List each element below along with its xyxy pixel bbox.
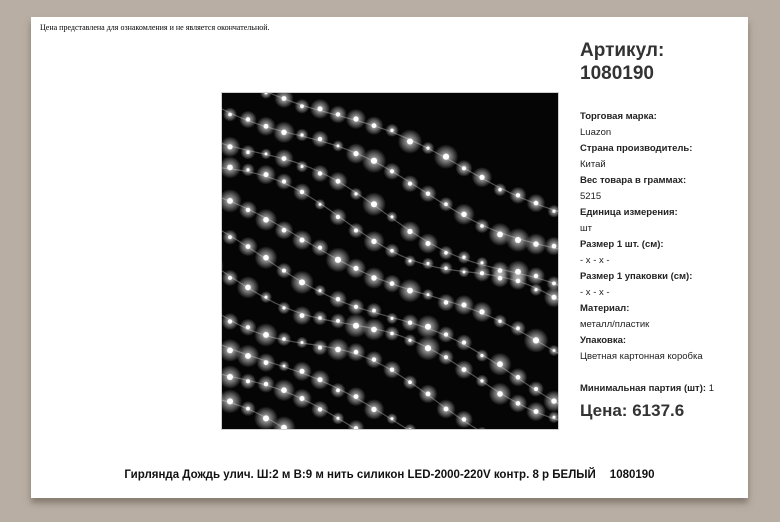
led-bulb-core: [228, 113, 232, 117]
led-bulb-core: [283, 365, 286, 368]
led-bulb-core: [534, 409, 539, 414]
led-bulb-core: [391, 215, 394, 218]
led-bulb-core: [227, 348, 233, 354]
led-bulb-core: [516, 279, 521, 284]
led-bulb-core: [281, 387, 287, 393]
led-bulb-core: [282, 306, 285, 309]
led-bulb-core: [498, 188, 501, 191]
led-bulb-core: [301, 165, 304, 168]
led-bulb-core: [264, 172, 269, 177]
led-bulb-core: [391, 317, 394, 320]
led-bulb-core: [337, 145, 340, 148]
led-bulb-core: [552, 282, 556, 286]
led-bulb-core: [408, 182, 412, 186]
led-bulb-core: [245, 353, 251, 359]
led-bulb-core: [462, 256, 465, 259]
led-bulb-core: [444, 300, 448, 304]
led-bulb-core: [427, 262, 430, 265]
led-bulb-core: [336, 112, 340, 116]
led-bulb-core: [263, 217, 269, 223]
led-bulb-core: [372, 357, 376, 361]
led-bulb-core: [444, 251, 448, 255]
led-bulb-core: [318, 137, 322, 141]
led-bulb-core: [407, 288, 413, 294]
led-bulb-core: [318, 171, 322, 175]
property-value: Китай: [580, 159, 606, 170]
led-bulb-core: [425, 345, 431, 351]
led-bulb-core: [408, 339, 411, 342]
led-bulb-core: [354, 229, 358, 233]
min-batch-label: Минимальная партия (шт):: [580, 383, 707, 394]
price-disclaimer: Цена представлена для ознакомления и не является окончательной.: [40, 23, 270, 32]
led-bulb-core: [263, 415, 269, 421]
led-bulb-core: [516, 401, 521, 406]
led-bulb-core: [336, 389, 340, 393]
led-bulb-core: [300, 104, 304, 108]
led-bulb-core: [480, 271, 484, 275]
property-label: Размер 1 упаковки (см):: [580, 271, 693, 282]
led-bulb-core: [553, 416, 556, 419]
led-bulb-core: [282, 269, 286, 273]
property-label: Материал:: [580, 303, 630, 314]
led-bulb-core: [371, 327, 377, 333]
led-bulb-core: [425, 324, 431, 330]
led-bulb-core: [227, 165, 233, 171]
led-bulb-core: [318, 316, 322, 320]
led-bulb-core: [227, 398, 233, 404]
led-bulb-core: [444, 267, 447, 270]
led-bulb-core: [534, 201, 539, 206]
led-bulb-core: [552, 210, 555, 213]
led-bulb-core: [390, 368, 394, 372]
led-bulb: [404, 424, 417, 429]
article-label: Артикул:: [580, 40, 665, 61]
led-bulb-core: [462, 303, 467, 308]
min-batch-value: 1: [708, 383, 714, 394]
led-bulb-core: [462, 340, 466, 344]
led-bulb: [477, 427, 488, 429]
product-title-footer: [31, 469, 748, 481]
led-bulb-core: [227, 374, 233, 380]
led-bulb-core: [407, 229, 412, 234]
led-bulb-core: [480, 379, 483, 382]
product-sheet: [31, 17, 748, 498]
led-bulb-core: [318, 407, 322, 411]
led-bulb-core: [300, 133, 303, 136]
led-bulb-core: [552, 244, 557, 249]
led-bulb-core: [300, 238, 305, 243]
led-bulb-core: [354, 305, 358, 309]
led-bulb-core: [300, 190, 304, 194]
led-bulb-core: [282, 337, 286, 341]
led-bulb-core: [407, 139, 413, 145]
led-bulb-core: [353, 151, 358, 156]
led-bulb-core: [462, 367, 467, 372]
led-bulb-core: [426, 147, 429, 150]
price-value: 6137.6: [632, 401, 685, 420]
led-bulb-core: [354, 192, 357, 195]
led-bulb-core: [353, 116, 358, 121]
led-bulb-core: [318, 377, 323, 382]
led-bulb-core: [462, 166, 466, 170]
property-label: Единица измерения:: [580, 207, 678, 218]
led-bulb-core: [300, 369, 305, 374]
property-value: металл/пластик: [580, 319, 650, 330]
property-value: - x - x -: [580, 255, 610, 266]
led-bulb-core: [371, 275, 376, 280]
led-bulb-core: [335, 347, 341, 353]
led-bulb-core: [371, 407, 376, 412]
led-bulb-core: [228, 319, 232, 323]
led-bulb-core: [245, 285, 251, 291]
led-bulb-core: [335, 257, 341, 263]
property-label: Размер 1 шт. (см):: [580, 239, 664, 250]
led-bulb-core: [479, 309, 484, 314]
led-bulb-core: [481, 261, 484, 264]
led-bulb-core: [246, 168, 249, 171]
led-bulb-core: [444, 355, 448, 359]
led-bulb-core: [282, 228, 287, 233]
led-bulb-core: [228, 276, 232, 280]
led-bulb-core: [426, 192, 430, 196]
led-bulb-core: [319, 289, 322, 292]
property-value: Luazon: [580, 127, 612, 138]
property-value: шт: [580, 223, 592, 234]
led-bulb-core: [336, 319, 340, 323]
led-bulb-core: [390, 169, 394, 173]
led-bulb-core: [354, 394, 359, 399]
garland-wire: [222, 93, 558, 216]
led-bulb-core: [318, 106, 323, 111]
led-bulb-core: [462, 417, 466, 421]
led-bulb-core: [227, 144, 232, 149]
led-bulb-core: [534, 288, 537, 291]
led-bulb-core: [228, 235, 232, 239]
led-bulb-core: [372, 123, 377, 128]
led-bulb-core: [552, 295, 557, 300]
led-bulb-core: [246, 117, 250, 121]
led-bulb-core: [516, 375, 521, 380]
led-bulb-core: [443, 154, 449, 160]
led-bulb-core: [263, 332, 269, 338]
led-bulb-core: [319, 203, 322, 206]
property-label: Страна производитель:: [580, 143, 693, 154]
property-value: - x - x -: [580, 287, 610, 298]
led-bulb-core: [318, 346, 322, 350]
led-bulb-core: [551, 398, 556, 403]
led-bulb-core: [426, 241, 431, 246]
led-bulb-core: [390, 281, 395, 286]
led-bulb-core: [533, 337, 539, 343]
property-label: Вес товара в граммах:: [580, 175, 687, 186]
led-bulb-core: [300, 396, 305, 401]
led-bulb-core: [246, 244, 251, 249]
price-label: Цена:: [580, 401, 628, 420]
led-bulb-core: [227, 198, 233, 204]
led-bulb-core: [391, 417, 394, 420]
led-bulb-core: [480, 354, 483, 357]
product-title: Гирлянда Дождь улич. Ш:2 м В:9 м нить силикон LED-2000-220V контр. 8 р БЕЛЫЙ: [124, 469, 596, 481]
property-value: Цветная картонная коробка: [580, 351, 703, 362]
led-bulb-core: [534, 387, 538, 391]
led-bulb-core: [372, 309, 376, 313]
led-bulb-core: [444, 407, 449, 412]
led-bulb-core: [246, 150, 250, 154]
led-bulb-core: [497, 391, 503, 397]
led-bulb-core: [371, 158, 377, 164]
led-bulb-core: [534, 274, 538, 278]
led-bulb-core: [264, 124, 269, 129]
led-bulb-core: [480, 224, 484, 228]
price: [580, 401, 684, 421]
led-bulb-core: [354, 266, 359, 271]
led-bulb-core: [318, 246, 322, 250]
led-bulb-core: [461, 212, 466, 217]
led-bulb-core: [354, 350, 359, 355]
led-bulb-core: [408, 321, 412, 325]
led-bulb-core: [281, 130, 286, 135]
led-bulb-core: [246, 325, 250, 329]
led-bulb-core: [246, 407, 250, 411]
led-bulb-core: [282, 96, 287, 101]
led-bulb-core: [336, 215, 340, 219]
led-bulb-core: [265, 296, 268, 299]
led-bulb-core: [516, 193, 520, 197]
led-bulb-core: [390, 332, 394, 336]
property-label: Торговая марка:: [580, 111, 657, 122]
led-bulb-core: [553, 349, 556, 352]
led-bulb-core: [336, 297, 340, 301]
led-bulb-core: [409, 260, 412, 263]
led-bulb-core: [444, 202, 448, 206]
led-bulb-core: [264, 360, 269, 365]
led-bulb-core: [246, 379, 250, 383]
led-bulb-core: [408, 380, 412, 384]
led-bulb-core: [264, 382, 268, 386]
led-bulb-core: [463, 271, 466, 274]
led-bulb-core: [498, 320, 501, 323]
led-bulb-core: [282, 179, 286, 183]
led-bulb-core: [300, 313, 305, 318]
led-bulb-core: [390, 129, 393, 132]
led-bulb-core: [390, 249, 394, 253]
article-number: 1080190: [580, 63, 654, 84]
led-bulb-core: [282, 156, 287, 161]
led-bulb-core: [497, 232, 503, 238]
property-label: Упаковка:: [580, 335, 627, 346]
led-bulb-core: [427, 293, 430, 296]
led-bulb-core: [497, 361, 503, 367]
led-garland-image: [222, 93, 558, 429]
product-code: 1080190: [609, 469, 655, 481]
led-bulb-core: [479, 175, 484, 180]
led-bulb-core: [337, 417, 340, 420]
led-bulb-core: [353, 323, 359, 329]
led-bulb-core: [533, 241, 538, 246]
led-bulb-core: [426, 392, 431, 397]
led-bulb-core: [516, 326, 520, 330]
led-bulb-core: [371, 239, 376, 244]
led-bulb-core: [299, 279, 305, 285]
led-bulb-core: [336, 179, 341, 184]
led-bulb-core: [301, 341, 304, 344]
led-bulb-core: [265, 153, 268, 156]
led-bulb-core: [263, 255, 269, 261]
led-bulb-core: [498, 276, 503, 281]
led-bulb-core: [515, 237, 521, 243]
led-bulb-core: [444, 332, 448, 336]
min-batch: [580, 383, 714, 394]
product-photo: [221, 92, 559, 430]
property-value: 5215: [580, 191, 602, 202]
led-bulb-core: [371, 201, 377, 207]
led-bulb-core: [246, 208, 250, 212]
